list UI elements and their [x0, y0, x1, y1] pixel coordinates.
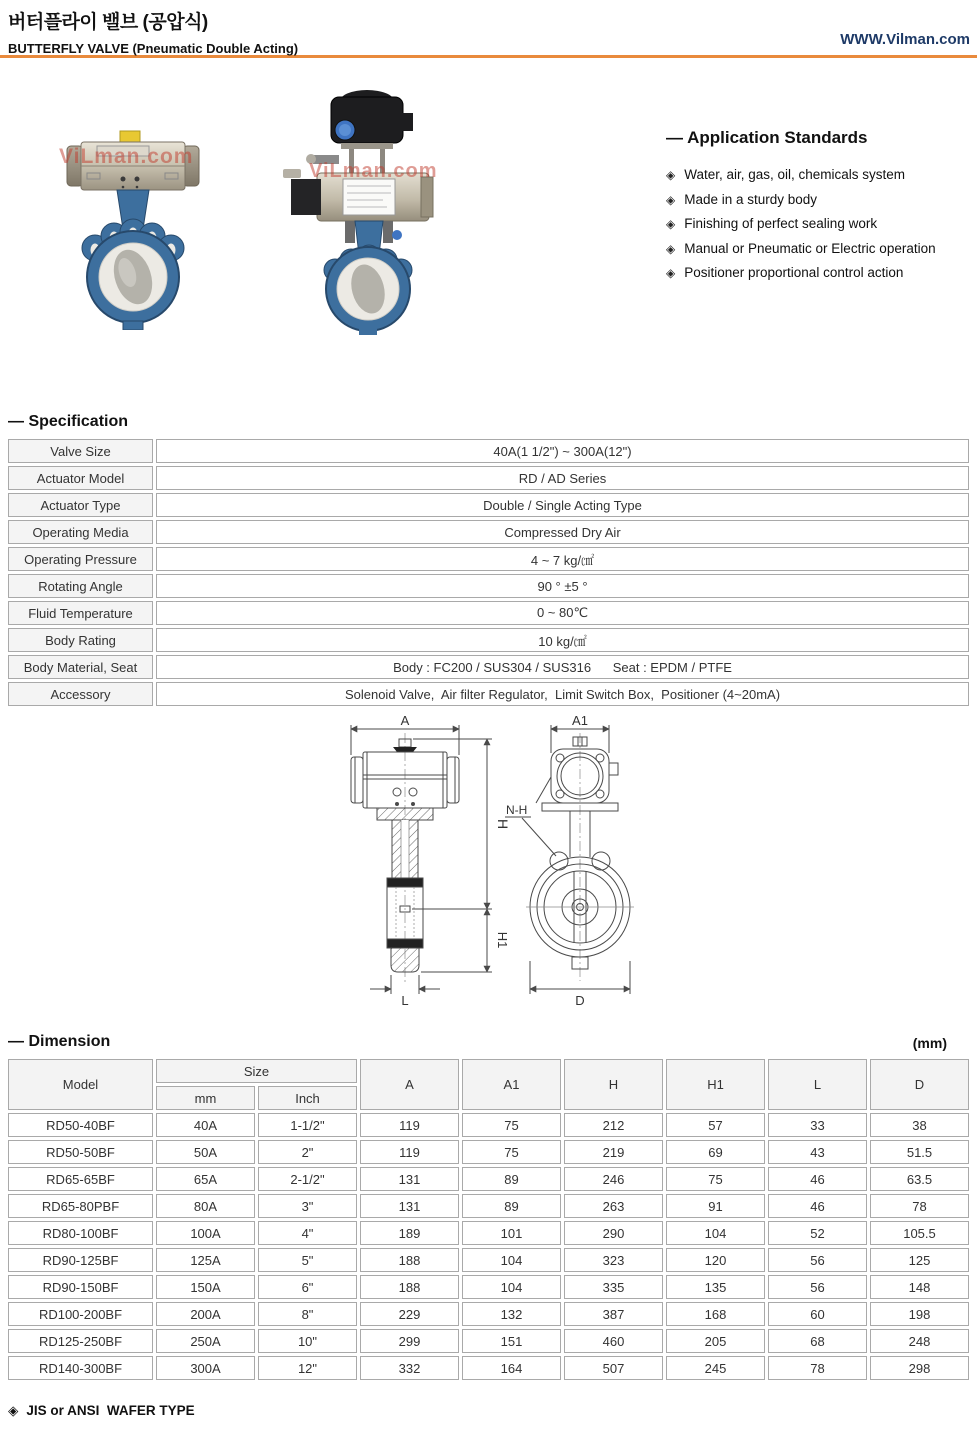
cell-size-mm: 200A — [156, 1302, 255, 1326]
cell-size-mm: 300A — [156, 1356, 255, 1380]
cell-size-mm: 50A — [156, 1140, 255, 1164]
cell-size-mm: 150A — [156, 1275, 255, 1299]
dimension-section — [0, 1033, 977, 1383]
cell-model: RD125-250BF — [8, 1329, 153, 1353]
cell-l: 60 — [768, 1302, 867, 1326]
cell-h: 219 — [564, 1140, 663, 1164]
cell-l: 43 — [768, 1140, 867, 1164]
diamond-bullet-icon: ◈ — [666, 217, 676, 231]
cell-l: 52 — [768, 1221, 867, 1245]
col-header-h: H — [564, 1059, 663, 1110]
spec-value-cell: Body : FC200 / SUS304 / SUS316 Seat : EPDM / PTFE — [156, 655, 969, 679]
spec-label-cell: Actuator Model — [8, 466, 153, 490]
spec-label-cell: Rotating Angle — [8, 574, 153, 598]
cell-a1: 101 — [462, 1221, 561, 1245]
cell-h1: 205 — [666, 1329, 765, 1353]
cell-a: 131 — [360, 1194, 459, 1218]
col-header-model: Model — [8, 1059, 153, 1110]
dimension-unit: (mm) — [912, 1035, 947, 1051]
table-row — [8, 1194, 969, 1218]
spec-row — [8, 574, 969, 598]
table-row — [8, 1140, 969, 1164]
page-title-korean: 버터플라이 밸브 (공압식) — [8, 12, 208, 33]
spec-value-cell: Compressed Dry Air — [156, 520, 969, 544]
actuator-label — [343, 179, 395, 215]
dimension-table — [5, 1056, 972, 1383]
application-item-text: Positioner proportional control action — [684, 265, 904, 280]
cell-size-inch: 1-1/2" — [258, 1113, 357, 1137]
application-item-text: Water, air, gas, oil, chemicals system — [684, 167, 906, 182]
page-subtitle-english: BUTTERFLY VALVE (Pneumatic Double Acting) — [8, 41, 299, 56]
specification-table — [5, 436, 972, 709]
cell-a: 229 — [360, 1302, 459, 1326]
cell-size-inch: 3" — [258, 1194, 357, 1218]
spec-value-cell: RD / AD Series — [156, 466, 969, 490]
table-row — [8, 1275, 969, 1299]
spec-row — [8, 466, 969, 490]
table-row — [8, 1248, 969, 1272]
cell-h: 290 — [564, 1221, 663, 1245]
spec-label-cell: Accessory — [8, 682, 153, 706]
application-standards — [666, 128, 977, 286]
cell-l: 33 — [768, 1113, 867, 1137]
cell-h1: 57 — [666, 1113, 765, 1137]
dim-label-NH: N-H — [506, 803, 528, 817]
photo-watermark: ViLman.com — [59, 145, 194, 168]
cell-h1: 91 — [666, 1194, 765, 1218]
front-view — [505, 713, 634, 1008]
products-section — [0, 58, 977, 413]
application-item — [666, 212, 977, 237]
cell-l: 56 — [768, 1248, 867, 1272]
cell-h1: 245 — [666, 1356, 765, 1380]
cell-h1: 69 — [666, 1140, 765, 1164]
spec-row — [8, 520, 969, 544]
cell-d: 78 — [870, 1194, 969, 1218]
col-header-size-mm: mm — [156, 1086, 255, 1110]
table-row — [8, 1329, 969, 1353]
col-header-d: D — [870, 1059, 969, 1110]
spec-value-cell: 40A(1 1/2") ~ 300A(12") — [156, 439, 969, 463]
cell-model: RD140-300BF — [8, 1356, 153, 1380]
cell-size-inch: 10" — [258, 1329, 357, 1353]
spec-value-cell: 10 kg/㎠ — [156, 628, 969, 652]
cell-size-inch: 5" — [258, 1248, 357, 1272]
cell-model: RD50-40BF — [8, 1113, 153, 1137]
cell-a1: 164 — [462, 1356, 561, 1380]
spec-row — [8, 493, 969, 517]
cell-d: 198 — [870, 1302, 969, 1326]
dimension-heading: — Dimension — [8, 1033, 111, 1050]
cell-h: 507 — [564, 1356, 663, 1380]
diamond-bullet-icon: ◈ — [666, 168, 676, 182]
website-url: WWW.Vilman.com — [840, 31, 970, 48]
cell-size-inch: 6" — [258, 1275, 357, 1299]
cell-a: 299 — [360, 1329, 459, 1353]
table-row — [8, 1356, 969, 1380]
spec-label-cell: Operating Pressure — [8, 547, 153, 571]
cell-h: 263 — [564, 1194, 663, 1218]
diamond-bullet-icon: ◈ — [666, 266, 676, 280]
cell-model: RD90-150BF — [8, 1275, 153, 1299]
cell-a1: 89 — [462, 1167, 561, 1191]
product-photo-pneumatic-valve — [57, 105, 242, 330]
cell-h: 460 — [564, 1329, 663, 1353]
dim-label-A1: A1 — [572, 713, 588, 728]
table-row — [8, 1167, 969, 1191]
footer-note — [8, 1403, 977, 1419]
cell-size-mm: 250A — [156, 1329, 255, 1353]
cell-h1: 135 — [666, 1275, 765, 1299]
cell-d: 248 — [870, 1329, 969, 1353]
cell-a1: 104 — [462, 1275, 561, 1299]
cell-a1: 75 — [462, 1140, 561, 1164]
col-header-size-inch: Inch — [258, 1086, 357, 1110]
cell-d: 298 — [870, 1356, 969, 1380]
spec-row — [8, 547, 969, 571]
spec-label-cell: Valve Size — [8, 439, 153, 463]
cell-model: RD50-50BF — [8, 1140, 153, 1164]
cell-h1: 168 — [666, 1302, 765, 1326]
dimension-drawing — [330, 713, 660, 1009]
spec-label-cell: Actuator Type — [8, 493, 153, 517]
cell-h: 387 — [564, 1302, 663, 1326]
solenoid-valve — [291, 179, 321, 215]
spec-value-cell: 0 ~ 80℃ — [156, 601, 969, 625]
application-standards-heading: — Application Standards — [666, 128, 868, 147]
spec-row — [8, 601, 969, 625]
cell-d: 148 — [870, 1275, 969, 1299]
diamond-bullet-icon: ◈ — [666, 241, 676, 256]
dimension-table-head — [8, 1059, 969, 1110]
diamond-bullet-icon: ◈ — [8, 1403, 19, 1418]
cell-a: 119 — [360, 1140, 459, 1164]
cell-a1: 104 — [462, 1248, 561, 1272]
cell-l: 46 — [768, 1167, 867, 1191]
application-item-text: Finishing of perfect sealing work — [684, 216, 878, 231]
cell-size-inch: 12" — [258, 1356, 357, 1380]
spec-value-cell: Double / Single Acting Type — [156, 493, 969, 517]
spec-label-cell: Operating Media — [8, 520, 153, 544]
cell-h: 335 — [564, 1275, 663, 1299]
cell-size-inch: 8" — [258, 1302, 357, 1326]
col-header-h1: H1 — [666, 1059, 765, 1110]
cell-h1: 75 — [666, 1167, 765, 1191]
application-item — [666, 188, 977, 213]
application-item — [666, 163, 977, 188]
footer-note-text: JIS or ANSI WAFER TYPE — [26, 1403, 195, 1418]
cell-a: 188 — [360, 1275, 459, 1299]
cell-size-mm: 65A — [156, 1167, 255, 1191]
col-header-a1: A1 — [462, 1059, 561, 1110]
cell-a: 131 — [360, 1167, 459, 1191]
dim-label-A: A — [400, 713, 410, 728]
application-item — [666, 237, 977, 262]
cell-size-inch: 4" — [258, 1221, 357, 1245]
cell-h: 212 — [564, 1113, 663, 1137]
product-photo-valve-with-switchbox — [283, 85, 463, 335]
spec-value-cell: 4 ~ 7 kg/㎠ — [156, 547, 969, 571]
cell-size-mm: 125A — [156, 1248, 255, 1272]
application-standards-list — [666, 163, 977, 286]
spec-row — [8, 682, 969, 706]
side-view — [351, 713, 511, 1008]
cell-a1: 132 — [462, 1302, 561, 1326]
cell-l: 46 — [768, 1194, 867, 1218]
cell-model: RD65-80PBF — [8, 1194, 153, 1218]
specification-heading: — Specification — [8, 413, 129, 430]
photo-watermark: ViLman.com — [309, 160, 438, 182]
col-header-a: A — [360, 1059, 459, 1110]
dim-label-H1: H1 — [495, 931, 510, 949]
col-header-size: Size — [156, 1059, 357, 1083]
cell-size-mm: 40A — [156, 1113, 255, 1137]
technical-drawing-section — [0, 709, 977, 1029]
application-item-text: Made in a sturdy body — [684, 191, 818, 207]
cell-model: RD80-100BF — [8, 1221, 153, 1245]
dim-label-L: L — [401, 993, 409, 1008]
cell-d: 63.5 — [870, 1167, 969, 1191]
cell-l: 78 — [768, 1356, 867, 1380]
cell-model: RD90-125BF — [8, 1248, 153, 1272]
cell-h1: 120 — [666, 1248, 765, 1272]
application-item-text: Manual or Pneumatic or Electric operation — [684, 240, 936, 256]
cell-size-inch: 2" — [258, 1140, 357, 1164]
cell-size-inch: 2-1/2" — [258, 1167, 357, 1191]
cell-a: 119 — [360, 1113, 459, 1137]
cell-size-mm: 100A — [156, 1221, 255, 1245]
page-header — [0, 0, 977, 58]
cell-l: 56 — [768, 1275, 867, 1299]
cell-d: 38 — [870, 1113, 969, 1137]
cell-a1: 151 — [462, 1329, 561, 1353]
spec-value-cell: 90 ° ±5 ° — [156, 574, 969, 598]
cell-model: RD100-200BF — [8, 1302, 153, 1326]
cell-a1: 89 — [462, 1194, 561, 1218]
cell-size-mm: 80A — [156, 1194, 255, 1218]
cell-a: 332 — [360, 1356, 459, 1380]
cell-d: 125 — [870, 1248, 969, 1272]
spec-value-cell: Solenoid Valve, Air filter Regulator, Limit Switch Box, Positioner (4~20mA) — [156, 682, 969, 706]
spec-row — [8, 439, 969, 463]
diamond-bullet-icon: ◈ — [666, 192, 676, 207]
cell-a: 189 — [360, 1221, 459, 1245]
spec-row — [8, 628, 969, 652]
cell-h: 246 — [564, 1167, 663, 1191]
cell-model: RD65-65BF — [8, 1167, 153, 1191]
cell-h1: 104 — [666, 1221, 765, 1245]
spec-label-cell: Body Rating — [8, 628, 153, 652]
cell-a1: 75 — [462, 1113, 561, 1137]
cell-h: 323 — [564, 1248, 663, 1272]
dim-label-D: D — [575, 993, 585, 1008]
spec-label-cell: Fluid Temperature — [8, 601, 153, 625]
table-row — [8, 1113, 969, 1137]
cell-d: 105.5 — [870, 1221, 969, 1245]
specification-table-body — [8, 439, 969, 706]
application-item — [666, 261, 977, 286]
col-header-l: L — [768, 1059, 867, 1110]
cell-l: 68 — [768, 1329, 867, 1353]
table-row — [8, 1221, 969, 1245]
spec-row — [8, 655, 969, 679]
specification-section — [0, 413, 977, 709]
dimension-table-body — [8, 1113, 969, 1380]
table-row — [8, 1302, 969, 1326]
dim-label-H: H — [495, 818, 511, 830]
cell-a: 188 — [360, 1248, 459, 1272]
spec-label-cell: Body Material, Seat — [8, 655, 153, 679]
cell-d: 51.5 — [870, 1140, 969, 1164]
